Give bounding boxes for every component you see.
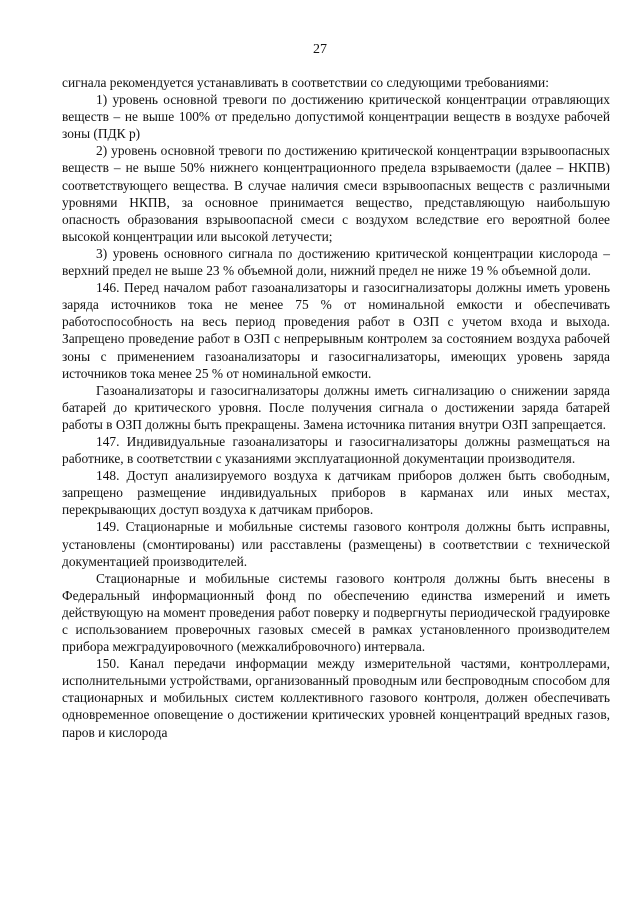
paragraph: сигнала рекомендуется устанавливать в соответствии со следующими требованиями:	[62, 75, 549, 90]
paragraph: 1) уровень основной тревоги по достижению критической концентрации отравляющих веществ – не выше 100% от предельно допустимой концентрации веществ в воздухе рабочей зоны (ПДК р)	[62, 92, 610, 142]
paragraph: 146. Перед началом работ газоанализаторы и газосигнализаторы должны иметь уровень заряда источников тока не менее 75 % от номинальной емкости и обеспечивать работоспособность на весь период проведения работ в ОЗП с учетом входа и выхода. Запрещено проведение работ в ОЗП с непрерывным контролем за состоянием воздуха рабочей зоны с применением газоанализаторы и газосигнализаторы, имеющих уровень заряда источников тока менее 25 % от номинальной емкости.	[62, 280, 610, 381]
paragraph: Газоанализаторы и газосигнализаторы должны иметь сигнализацию о снижении заряда батарей до критического уровня. После получения сигнала о достижении заряда батарей работы в ОЗП должны быть прекращены. Замена источника питания внутри ОЗП запрещается.	[62, 382, 610, 432]
paragraph: Стационарные и мобильные системы газового контроля должны быть внесены в Федеральный информационный фонд по обеспечению единства измерений и иметь действующую на момент проведения работ поверку и подвергнуты периодической градуировке с использованием проверочных газовых смесей в рамках установленного производителем прибора межградуировочного (межкалибровочного) интервала.	[62, 570, 610, 655]
paragraph: 2) уровень основной тревоги по достижению критической концентрации взрывоопасных веществ – не выше 50% нижнего концентрационного предела взрываемости (далее – НКПВ) соответствующего вещества. В случае наличия смеси взрывоопасных веществ с различными уровнями НКПВ, за основное принимается вещество, представляющую наибольшую опасность образования взрывоопасной смеси с воздухом вследствие его вероятной более высокой концентрации или высокой летучести;	[62, 143, 610, 244]
paragraph: 148. Доступ анализируемого воздуха к датчикам приборов должен быть свободным, запрещено размещение индивидуальных приборов в карманах или иных местах, перекрывающих доступ воздуха к датчикам приборов.	[62, 468, 610, 518]
paragraph: 150. Канал передачи информации между измерительной частями, контроллерами, исполнительными устройствами, организованный проводным или беспроводным способом для стационарных и мобильных систем коллективного газового контроля, должен обеспечивать одновременное оповещение о достижении критических уровней концентраций вредных газов, паров и кислорода	[62, 656, 610, 740]
paragraph: 147. Индивидуальные газоанализаторы и газосигнализаторы должны размещаться на работнике, в соответствии с указаниями эксплуатационной документации производителя.	[62, 433, 610, 467]
paragraph: 149. Стационарные и мобильные системы газового контроля должны быть исправны, установлены (смонтированы) или расставлены (размещены) в соответствии с технической документацией производителей.	[62, 519, 610, 569]
page-number: 27	[313, 42, 327, 57]
paragraph: 3) уровень основного сигнала по достижению критической концентрации кислорода – верхний предел не выше 23 % объемной доли, нижний предел не ниже 19 % объемной доли.	[62, 245, 610, 279]
document-body	[62, 74, 610, 741]
